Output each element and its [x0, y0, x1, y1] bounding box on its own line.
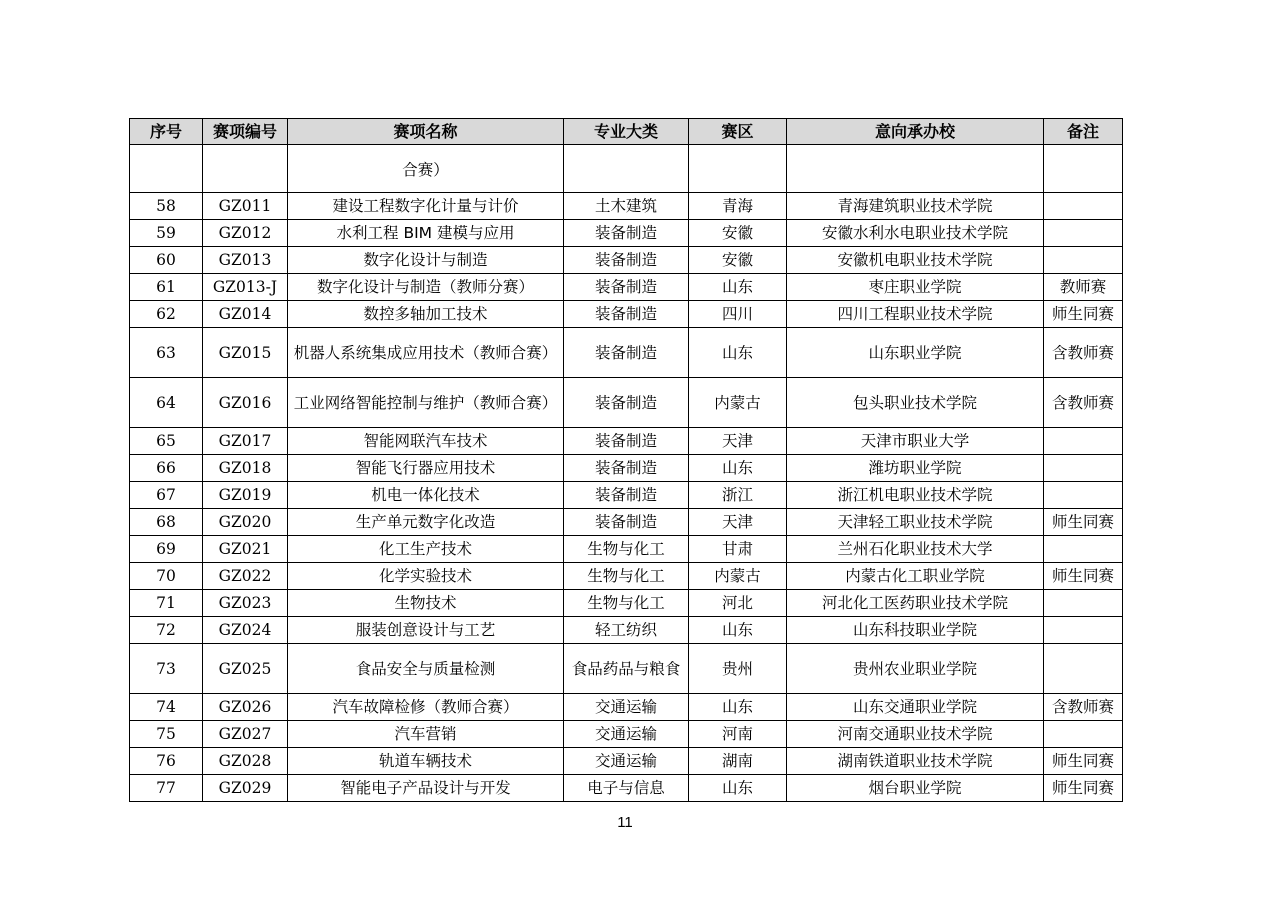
cell-host: 山东交通职业学院: [787, 694, 1044, 721]
cell-region: 内蒙古: [689, 378, 787, 428]
cell-major: 装备制造: [564, 455, 689, 482]
cell-major: 装备制造: [564, 428, 689, 455]
cell-note: [1044, 644, 1123, 694]
cell-note: [1044, 617, 1123, 644]
cell-region: 河北: [689, 590, 787, 617]
cell-name: 合赛）: [288, 145, 564, 193]
table-row: [130, 644, 1123, 694]
cell-name: 生物技术: [288, 590, 564, 617]
cell-major: 生物与化工: [564, 590, 689, 617]
cell-code: GZ027: [203, 721, 288, 748]
cell-note: [1044, 590, 1123, 617]
cell-note: [1044, 247, 1123, 274]
table-row: [130, 590, 1123, 617]
cell-host: 河南交通职业技术学院: [787, 721, 1044, 748]
cell-host: 浙江机电职业技术学院: [787, 482, 1044, 509]
cell-seq: 62: [130, 301, 203, 328]
table-row: [130, 721, 1123, 748]
cell-host: [787, 145, 1044, 193]
cell-note: [1044, 193, 1123, 220]
table-row: [130, 536, 1123, 563]
header-seq: 序号: [130, 119, 203, 145]
cell-seq: 59: [130, 220, 203, 247]
cell-code: GZ012: [203, 220, 288, 247]
cell-note: [1044, 455, 1123, 482]
cell-region: 河南: [689, 721, 787, 748]
cell-host: 天津市职业大学: [787, 428, 1044, 455]
cell-region: 山东: [689, 328, 787, 378]
cell-name: 生产单元数字化改造: [288, 509, 564, 536]
cell-region: 浙江: [689, 482, 787, 509]
cell-name: 化学实验技术: [288, 563, 564, 590]
cell-host: 潍坊职业学院: [787, 455, 1044, 482]
table-row: [130, 482, 1123, 509]
table-row: [130, 301, 1123, 328]
cell-code: GZ025: [203, 644, 288, 694]
cell-major: 装备制造: [564, 220, 689, 247]
cell-code: GZ017: [203, 428, 288, 455]
cell-seq: 77: [130, 775, 203, 802]
cell-code: GZ013: [203, 247, 288, 274]
table-row: [130, 274, 1123, 301]
cell-name: 建设工程数字化计量与计价: [288, 193, 564, 220]
cell-code: GZ022: [203, 563, 288, 590]
table-row: [130, 378, 1123, 428]
page-number: 11: [617, 814, 633, 831]
cell-host: 青海建筑职业技术学院: [787, 193, 1044, 220]
table-row: [130, 617, 1123, 644]
cell-major: 装备制造: [564, 274, 689, 301]
cell-code: GZ020: [203, 509, 288, 536]
cell-name: 服装创意设计与工艺: [288, 617, 564, 644]
cell-code: GZ019: [203, 482, 288, 509]
cell-host: 湖南铁道职业技术学院: [787, 748, 1044, 775]
cell-seq: 60: [130, 247, 203, 274]
cell-note: 师生同赛: [1044, 563, 1123, 590]
cell-region: 山东: [689, 694, 787, 721]
cell-note: 含教师赛: [1044, 378, 1123, 428]
cell-name: 轨道车辆技术: [288, 748, 564, 775]
cell-region: 甘肃: [689, 536, 787, 563]
cell-note: [1044, 145, 1123, 193]
cell-code: GZ029: [203, 775, 288, 802]
cell-code: GZ016: [203, 378, 288, 428]
cell-name: 化工生产技术: [288, 536, 564, 563]
table-row: [130, 748, 1123, 775]
cell-code: GZ013-J: [203, 274, 288, 301]
cell-note: 师生同赛: [1044, 775, 1123, 802]
cell-region: [689, 145, 787, 193]
table-row: [130, 694, 1123, 721]
cell-major: 交通运输: [564, 694, 689, 721]
table-row: [130, 509, 1123, 536]
cell-code: GZ024: [203, 617, 288, 644]
cell-name: 数控多轴加工技术: [288, 301, 564, 328]
cell-major: 交通运输: [564, 748, 689, 775]
header-major: 专业大类: [564, 119, 689, 145]
table-row: [130, 220, 1123, 247]
cell-region: 青海: [689, 193, 787, 220]
table-row: [130, 428, 1123, 455]
cell-name: 汽车故障检修（教师合赛）: [288, 694, 564, 721]
cell-seq: 69: [130, 536, 203, 563]
cell-name: 水利工程 BIM 建模与应用: [288, 220, 564, 247]
cell-seq: 73: [130, 644, 203, 694]
table-row: [130, 563, 1123, 590]
cell-note: [1044, 721, 1123, 748]
cell-major: 交通运输: [564, 721, 689, 748]
table-row: [130, 455, 1123, 482]
cell-host: 山东职业学院: [787, 328, 1044, 378]
header-note: 备注: [1044, 119, 1123, 145]
cell-host: 河北化工医药职业技术学院: [787, 590, 1044, 617]
cell-region: 内蒙古: [689, 563, 787, 590]
cell-host: 包头职业技术学院: [787, 378, 1044, 428]
cell-region: 山东: [689, 274, 787, 301]
cell-seq: 74: [130, 694, 203, 721]
cell-note: 师生同赛: [1044, 509, 1123, 536]
cell-seq: 65: [130, 428, 203, 455]
cell-name: 工业网络智能控制与维护（教师合赛）: [288, 378, 564, 428]
table-row: [130, 247, 1123, 274]
cell-note: 师生同赛: [1044, 301, 1123, 328]
cell-host: 山东科技职业学院: [787, 617, 1044, 644]
cell-region: 贵州: [689, 644, 787, 694]
cell-region: 天津: [689, 509, 787, 536]
cell-major: 装备制造: [564, 378, 689, 428]
cell-code: GZ015: [203, 328, 288, 378]
cell-note: [1044, 220, 1123, 247]
cell-major: 生物与化工: [564, 536, 689, 563]
cell-major: 装备制造: [564, 509, 689, 536]
cell-host: 内蒙古化工职业学院: [787, 563, 1044, 590]
table-row: [130, 775, 1123, 802]
cell-seq: 64: [130, 378, 203, 428]
cell-host: 四川工程职业技术学院: [787, 301, 1044, 328]
cell-note: 含教师赛: [1044, 694, 1123, 721]
competition-table: [129, 118, 1123, 802]
cell-name: 智能电子产品设计与开发: [288, 775, 564, 802]
continuation-row: [130, 145, 1123, 193]
header-name: 赛项名称: [288, 119, 564, 145]
cell-major: [564, 145, 689, 193]
cell-code: GZ021: [203, 536, 288, 563]
cell-name: 数字化设计与制造（教师分赛）: [288, 274, 564, 301]
cell-seq: 72: [130, 617, 203, 644]
cell-seq: 66: [130, 455, 203, 482]
cell-region: 山东: [689, 775, 787, 802]
table-header-row: [130, 119, 1123, 145]
cell-region: 山东: [689, 617, 787, 644]
cell-seq: 58: [130, 193, 203, 220]
cell-seq: 63: [130, 328, 203, 378]
cell-name: 机器人系统集成应用技术（教师合赛）: [288, 328, 564, 378]
cell-region: 安徽: [689, 247, 787, 274]
cell-major: 土木建筑: [564, 193, 689, 220]
cell-name: 智能网联汽车技术: [288, 428, 564, 455]
cell-host: 天津轻工职业技术学院: [787, 509, 1044, 536]
cell-note: 教师赛: [1044, 274, 1123, 301]
cell-seq: 61: [130, 274, 203, 301]
cell-major: 生物与化工: [564, 563, 689, 590]
cell-major: 装备制造: [564, 301, 689, 328]
header-code: 赛项编号: [203, 119, 288, 145]
cell-name: 智能飞行器应用技术: [288, 455, 564, 482]
cell-code: GZ026: [203, 694, 288, 721]
cell-seq: 71: [130, 590, 203, 617]
header-region: 赛区: [689, 119, 787, 145]
cell-region: 山东: [689, 455, 787, 482]
cell-major: 食品药品与粮食: [564, 644, 689, 694]
cell-region: 天津: [689, 428, 787, 455]
cell-code: GZ028: [203, 748, 288, 775]
cell-host: 安徽机电职业技术学院: [787, 247, 1044, 274]
cell-host: 枣庄职业学院: [787, 274, 1044, 301]
cell-major: 装备制造: [564, 247, 689, 274]
cell-note: [1044, 428, 1123, 455]
cell-major: 轻工纺织: [564, 617, 689, 644]
cell-host: 烟台职业学院: [787, 775, 1044, 802]
cell-major: 电子与信息: [564, 775, 689, 802]
cell-seq: 70: [130, 563, 203, 590]
cell-region: 安徽: [689, 220, 787, 247]
cell-code: GZ011: [203, 193, 288, 220]
cell-code: GZ023: [203, 590, 288, 617]
cell-name: 机电一体化技术: [288, 482, 564, 509]
cell-seq: [130, 145, 203, 193]
table-row: [130, 193, 1123, 220]
header-host: 意向承办校: [787, 119, 1044, 145]
cell-note: [1044, 536, 1123, 563]
cell-note: 师生同赛: [1044, 748, 1123, 775]
cell-name: 食品安全与质量检测: [288, 644, 564, 694]
cell-region: 湖南: [689, 748, 787, 775]
cell-host: 兰州石化职业技术大学: [787, 536, 1044, 563]
cell-host: 安徽水利水电职业技术学院: [787, 220, 1044, 247]
cell-seq: 67: [130, 482, 203, 509]
cell-seq: 68: [130, 509, 203, 536]
cell-name: 数字化设计与制造: [288, 247, 564, 274]
cell-note: [1044, 482, 1123, 509]
cell-major: 装备制造: [564, 482, 689, 509]
cell-seq: 76: [130, 748, 203, 775]
cell-code: GZ014: [203, 301, 288, 328]
cell-name: 汽车营销: [288, 721, 564, 748]
cell-major: 装备制造: [564, 328, 689, 378]
cell-seq: 75: [130, 721, 203, 748]
cell-code: GZ018: [203, 455, 288, 482]
cell-code: [203, 145, 288, 193]
cell-host: 贵州农业职业学院: [787, 644, 1044, 694]
cell-region: 四川: [689, 301, 787, 328]
table-row: [130, 328, 1123, 378]
cell-note: 含教师赛: [1044, 328, 1123, 378]
